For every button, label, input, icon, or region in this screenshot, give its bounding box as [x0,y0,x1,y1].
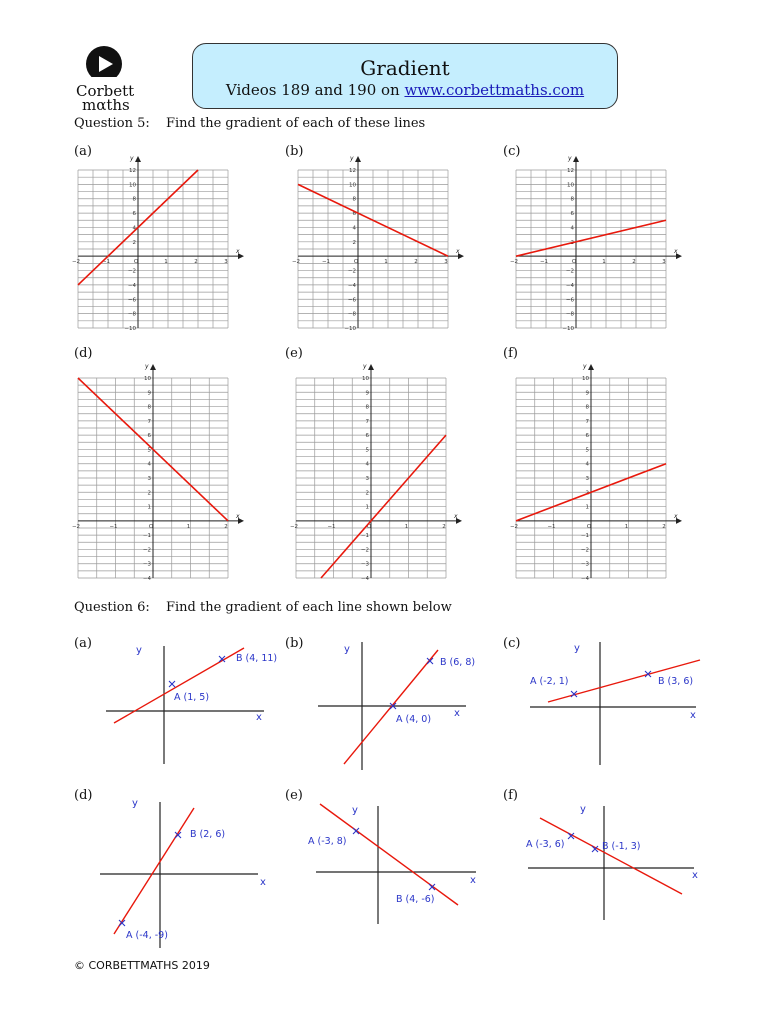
q5-graph-e [288,358,468,583]
x-axis-label: x [256,712,262,723]
question6-label: Question 6: [74,600,150,615]
sketch-line [320,804,458,905]
y-tick-label: 12 [349,168,356,174]
q6-graph-b [310,632,480,772]
y-axis-label: y [344,644,350,655]
x-tick-label: 2 [224,523,228,530]
logo-text-line2: mαths [82,96,130,114]
y-axis-label: y [132,798,138,809]
x-tick-label: −2 [291,259,301,266]
x-tick-label: 2 [632,259,636,266]
y-tick-label: 10 [144,376,151,382]
x-tick-label: −2 [71,523,81,530]
y-axis-arrow-icon [368,364,374,370]
y-tick-label: 8 [570,196,574,203]
x-axis-label: x [674,248,678,256]
y-tick-label: 4 [570,225,574,232]
y-axis-arrow-icon [150,364,156,370]
sketch-line [540,818,682,894]
x-tick-label: 2 [414,259,418,266]
q5-graph-d [70,358,250,583]
y-axis-label: y [136,645,142,656]
y-tick-label: 10 [129,182,136,189]
q5-graph-c [508,150,688,340]
x-tick-label: 3 [662,259,666,266]
y-tick-label: −8 [565,311,574,318]
y-tick-label: 9 [585,390,589,397]
page-title: Gradient [360,56,450,80]
y-tick-label: 5 [365,447,369,454]
q5-part-f-label: (f) [503,346,518,361]
y-tick-label: 4 [132,225,136,232]
x-tick-label: −2 [509,523,519,530]
q6-part-e-label: (e) [285,788,303,803]
q5-part-c-label: (c) [503,144,521,159]
y-tick-label: −1 [360,533,369,540]
sketch-line [344,650,438,764]
x-tick-label: O [353,259,359,266]
y-tick-label: 4 [585,461,589,468]
x-tick-label: O [571,259,577,266]
y-tick-label: −2 [360,547,369,554]
x-tick-label: −1 [539,259,549,266]
q6-part-f-label: (f) [503,788,518,803]
y-tick-label: −6 [347,297,356,304]
x-axis-label: x [454,512,458,520]
y-tick-label: −4 [565,282,574,289]
y-tick-label: 2 [132,239,136,246]
y-tick-label: 8 [585,404,589,411]
x-tick-label: −2 [289,523,299,530]
point-a-label: A (4, 0) [396,714,432,725]
q6-part-b-label: (b) [285,636,304,651]
y-axis-label: y [130,155,134,162]
sketch-line [114,648,244,723]
x-tick-label: −2 [509,259,519,266]
y-tick-label: 8 [132,196,136,203]
x-tick-label: −1 [101,259,111,266]
logo-emblem-icon [66,44,146,84]
y-tick-label: 2 [147,490,151,497]
y-tick-label: 10 [582,376,589,382]
point-b-label: B (3, 6) [658,676,694,687]
x-axis-label: x [470,875,476,886]
y-tick-label: 10 [567,182,574,189]
y-tick-label: −4 [360,576,369,582]
logo-text-line1: Corbett [76,82,135,100]
y-tick-label: −6 [565,297,574,304]
y-tick-label: 7 [585,418,589,425]
x-tick-label: 1 [624,523,629,530]
y-tick-label: 6 [352,211,356,218]
y-tick-label: 4 [147,461,151,468]
y-tick-label: −10 [344,326,356,332]
x-tick-label: −1 [109,523,118,530]
y-tick-label: 3 [365,476,369,482]
title-box [192,43,618,109]
x-tick-label: 1 [164,259,168,266]
y-tick-label: −10 [562,326,574,332]
y-axis-label: y [583,363,587,370]
q5-part-d-label: (d) [74,346,93,361]
y-tick-label: −3 [360,561,369,568]
y-tick-label: 6 [585,433,589,440]
q6-graph-d [92,792,272,950]
y-tick-label: 1 [585,504,589,511]
y-tick-label: 12 [567,168,574,174]
q6-graph-c [522,632,710,767]
y-tick-label: −10 [124,326,136,332]
q5-part-e-label: (e) [285,346,303,361]
question5-heading [74,116,425,131]
y-tick-label: −2 [347,268,356,275]
x-tick-label: 1 [186,523,191,530]
y-tick-label: 9 [365,390,369,397]
x-tick-label: 2 [442,523,446,530]
x-tick-label: −1 [321,259,331,266]
y-tick-label: −3 [580,561,589,568]
q5-part-a-label: (a) [74,144,92,159]
y-axis-arrow-icon [135,156,141,162]
y-axis-arrow-icon [355,156,361,162]
y-tick-label: 6 [570,211,574,218]
x-axis-label: x [236,248,240,256]
x-tick-label: 1 [404,523,409,530]
y-axis-arrow-icon [588,364,594,370]
y-tick-label: −8 [347,311,356,318]
point-a-label: A (-3, 8) [308,836,347,847]
y-axis-label: y [568,155,572,162]
x-axis-label: x [236,512,240,520]
x-axis-label: x [690,710,696,721]
point-a-cross-icon [169,681,175,687]
question6-heading [74,600,452,615]
x-axis-label: x [456,248,460,256]
point-a-label: A (-3, 6) [526,839,565,850]
y-tick-label: 8 [352,196,356,203]
x-tick-label: −1 [327,523,336,530]
y-tick-label: 2 [365,490,369,497]
y-tick-label: 7 [147,418,151,425]
y-axis-label: y [145,363,149,370]
q6-part-a-label: (a) [74,636,92,651]
x-tick-label: O [586,523,592,530]
y-tick-label: 2 [352,239,356,246]
copyright-footer: © CORBETTMATHS 2019 [74,959,210,972]
y-tick-label: 5 [585,447,589,454]
point-b-label: B (-1, 3) [602,841,641,852]
x-tick-label: 1 [602,259,606,266]
point-b-label: B (2, 6) [190,829,226,840]
q6-graph-a [98,636,278,766]
y-tick-label: −1 [580,533,589,540]
y-tick-label: 7 [365,418,369,425]
y-tick-label: −4 [580,576,589,582]
q5-graph-b [290,150,470,340]
y-tick-label: −2 [565,268,574,275]
y-tick-label: −2 [580,547,589,554]
y-tick-label: 8 [365,404,369,411]
y-axis-label: y [574,643,580,654]
question6-text: Find the gradient of each line shown below [166,600,452,615]
q6-part-d-label: (d) [74,788,93,803]
y-tick-label: 6 [365,433,369,440]
x-axis-label: x [454,708,460,719]
q5-graph-a [70,150,250,340]
x-tick-label: 3 [224,259,228,266]
y-axis-label: y [580,804,586,815]
x-tick-label: −1 [547,523,556,530]
q5-part-b-label: (b) [285,144,304,159]
y-tick-label: 10 [362,376,369,382]
y-tick-label: 3 [147,476,151,482]
x-tick-label: 3 [444,259,448,266]
point-b-label: B (4, 11) [236,653,278,664]
y-axis-label: y [352,805,358,816]
question5-label: Question 5: [74,116,150,131]
x-axis-label: x [260,877,266,888]
point-b-label: B (6, 8) [440,657,476,668]
y-tick-label: −1 [142,533,151,540]
corbettmaths-logo [66,44,146,114]
x-tick-label: −2 [71,259,81,266]
x-axis-label: x [674,512,678,520]
y-tick-label: −3 [142,561,151,568]
y-tick-label: 5 [147,447,151,454]
y-tick-label: 4 [352,225,356,232]
q5-graph-f [508,358,688,583]
y-tick-label: 12 [129,168,136,174]
x-tick-label: O [133,259,139,266]
q6-part-c-label: (c) [503,636,521,651]
y-axis-arrow-icon [573,156,579,162]
point-a-cross-icon [353,828,359,834]
y-tick-label: 9 [147,390,151,397]
y-tick-label: −2 [127,268,136,275]
page-subtitle [193,80,617,100]
x-tick-label: 2 [662,523,666,530]
y-tick-label: −4 [347,282,356,289]
y-tick-label: 10 [349,182,356,189]
question5-text: Find the gradient of each of these lines [166,116,426,131]
y-tick-label: −6 [127,297,136,304]
y-tick-label: −8 [127,311,136,318]
y-tick-label: −2 [142,547,151,554]
y-tick-label: 6 [147,433,151,440]
y-tick-label: 6 [132,211,136,218]
y-axis-label: y [363,363,367,370]
x-tick-label: O [148,523,154,530]
y-axis-label: y [350,155,354,162]
x-tick-label: 2 [194,259,198,266]
y-tick-label: −4 [127,282,136,289]
website-link[interactable]: www.corbettmaths.com [404,81,585,99]
y-tick-label: 1 [365,504,369,511]
q6-graph-e [308,796,490,926]
x-tick-label: O [366,523,372,530]
point-a-label: A (1, 5) [174,692,210,703]
point-a-label: A (-4, -9) [126,930,168,941]
y-tick-label: 3 [585,476,589,482]
sketch-line [114,808,194,934]
y-tick-label: −4 [142,576,151,582]
point-b-label: B (4, -6) [396,894,435,905]
y-tick-label: 8 [147,404,151,411]
q6-graph-f [520,796,708,922]
y-tick-label: 4 [365,461,369,468]
y-tick-label: 1 [147,504,151,511]
x-axis-label: x [692,870,698,881]
subtitle-text: Videos 189 and 190 on [225,81,405,99]
point-a-label: A (-2, 1) [530,676,569,687]
x-tick-label: 1 [384,259,388,266]
